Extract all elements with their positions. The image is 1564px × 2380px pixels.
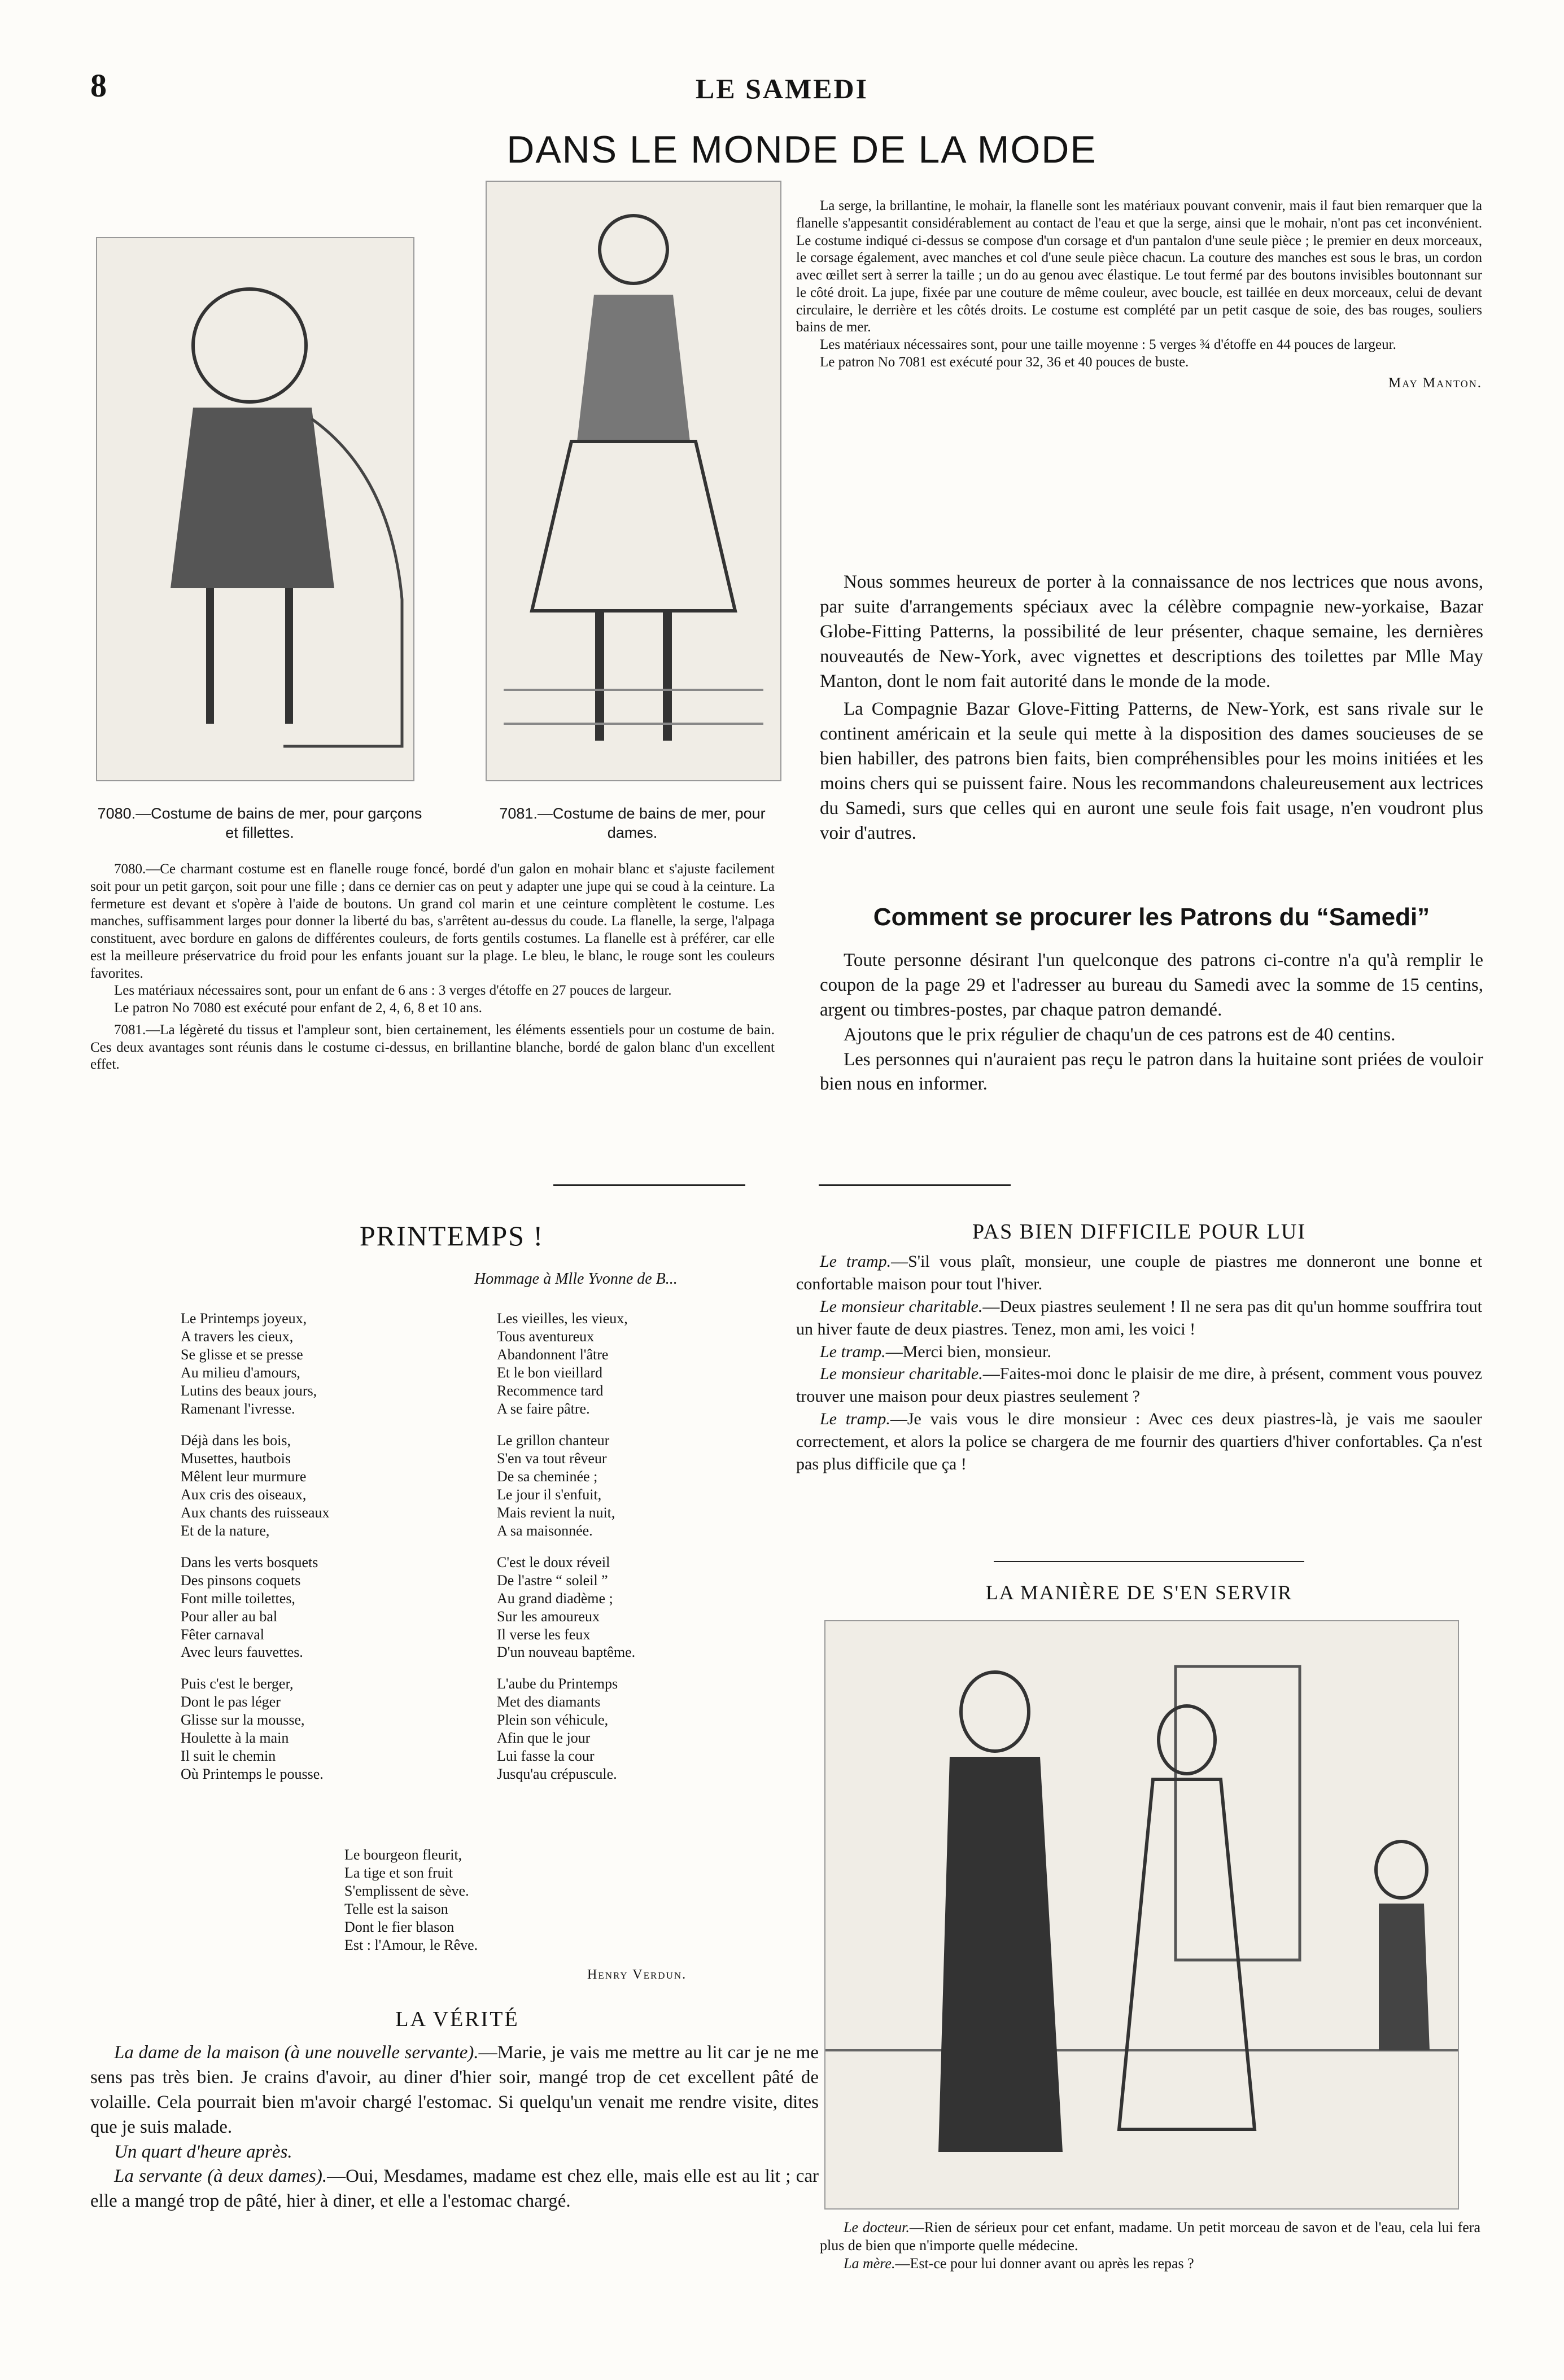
pasbien-block (796, 1250, 1482, 1476)
woman-figure-sketch (487, 182, 780, 780)
pasbien-speaker-1: Le tramp. (820, 1252, 892, 1271)
pasbien-line-4: —Faites-moi donc le plaisir de me dire, à présent, comment vous pouvez trouver une maison pour deux piastres seulement ? (796, 1364, 1482, 1406)
poem-stanza: Les vieilles, les vieux, Tous aventureux Abandonnent l'âtre Et le bon vieillard Recommence tard A se faire pâtre. (497, 1310, 628, 1417)
pasbien-line-2: —Deux piastres seulement ! Il ne sera pas dit qu'un homme souffrira tout un hiver faute de deux piastres. Tenez, mon ami, les voici ! (796, 1297, 1483, 1338)
poem-author: Henry Verdun. (587, 1967, 687, 1982)
caption-7080: 7080.—Costume de bains de mer, pour garçons et fillettes. (97, 805, 422, 841)
maniere-caption (820, 2219, 1480, 2273)
announcement-block (820, 570, 1483, 846)
doctor-mother-child-illustration (824, 1620, 1459, 2210)
pasbien-speaker-3: Le tramp. (820, 1342, 886, 1361)
maniere-speaker-1: Le docteur. (844, 2219, 910, 2235)
section-title: DANS LE MONDE DE LA MODE (506, 128, 1097, 171)
maniere-line-2: —Est-ce pour lui donner avant ou après les repas ? (895, 2255, 1194, 2272)
doctor-scene-sketch (825, 1621, 1458, 2208)
maniere-line-1: —Rien de sérieux pour cet enfant, madame. Un petit morceau de savon et de l'eau, cela lui fera plus de bien que n'importe quelle médecine. (820, 2219, 1480, 2254)
announcement-p1: Nous sommes heureux de porter à la connaissance de nos lectrices que nous avons, par suite d'arrangements spéciaux avec la célèbre compagnie new-yorkaise, Bazar Globe-Fitting Patterns, la possibilité de leur présenter, chaque semaine, les dernières nouveautés de New-York, avec vignettes et descriptions des toilettes par Mlle May Manton, dont le nom fait autorité dans le monde de la mode. (820, 572, 1483, 692)
poem-stanza: L'aube du Printemps Met des diamants Plein son véhicule, Afin que le jour Lui fasse la cour Jusqu'au crépuscule. (497, 1675, 618, 1783)
newspaper-name: LE SAMEDI (695, 73, 869, 104)
poem-stanza: Déjà dans les bois, Musettes, hautbois Mêlent leur murmure Aux cris des oiseaux, Aux chants des ruisseaux Et de la nature, (181, 1432, 330, 1539)
materials-7081: Les matériaux nécessaires sont, pour une taille moyenne : 5 verges ¾ d'étoffe en 44 pouces de largeur. (820, 337, 1396, 352)
poem-stanza: C'est le doux réveil De l'astre “ soleil ” Au grand diadème ; Sur les amoureux Il verse les feux D'un nouveau baptême. (497, 1554, 636, 1661)
pasbien-line-1: —S'il vous plaît, monsieur, une couple de piastres me donneront une bonne et confortable maison pour tout l'hiver. (796, 1252, 1482, 1293)
woman-bathing-costume-illustration (486, 181, 781, 781)
verite-text-2: —Oui, Mesdames, madame est chez elle, mais elle est au lit ; car elle a mangé trop de pâté, hier à diner, et elle a l'estomac chargé. (90, 2166, 819, 2212)
poem-stanza: Puis c'est le berger, Dont le pas léger Glisse sur la mousse, Houlette à la main Il suit le chemin Où Printemps le pousse. (181, 1675, 324, 1783)
separator-maniere (994, 1561, 1304, 1562)
verite-block (90, 2041, 819, 2214)
verite-title: LA VÉRITÉ (395, 2007, 519, 2031)
description-7081-cont: La serge, la brillantine, le mohair, la flanelle sont les matériaux pouvant convenir, mais il faut bien remarquer que la flanelle s'appesantit considérablement au contact de l'eau et que la serge, ainsi que le mohair, n'ont pas cet inconvénient. Le costume indiqué ci-dessus se compose d'un corsage et d'un pantalon d'une seule pièce ; le premier en deux morceaux, le corsage également, avec manches et col d'une seule pièce chacun. La couture des manches est sous le bras, un cordon avec œillet sert à serrer la taille ; un do au genou avec élastique. Le tout fermé par des boutons invisibles boutonnant sur le côté droit. La jupe, fixée par une couture de même couleur, avec boucle, est taillée en deux morceaux, celui de devant circulaire, le derrière et les côtés droits. Le costume est complété par un petit casque de soie, des bas rouges, souliers bains de mer. (796, 198, 1482, 335)
pasbien-line-5: —Je vais vous le dire monsieur : Avec ces deux piastres-là, je vais me saouler correctement, et alors la police se chargera de me fournir des quartiers d'hiver confortables. Ça n'est pas plus difficile que ça ! (796, 1410, 1482, 1474)
maniere-title: LA MANIÈRE DE S'EN SERVIR (985, 1581, 1293, 1604)
verite-time: Un quart d'heure après. (114, 2141, 292, 2162)
verite-text-1: —Marie, je vais me mettre au lit car je ne me sens pas très bien. Je crains d'avoir, au diner d'hier soir, mangé trop de cet excellent pâté de volaille. Cela pourrait bien m'avoir chargé l'estomac. Si quelqu'un venait me rendre visite, dites que je suis malade. (90, 2042, 819, 2137)
separator-right (819, 1184, 1011, 1186)
poem-title: PRINTEMPS ! (359, 1220, 544, 1252)
poem-dedication: Hommage à Mlle Yvonne de B... (474, 1270, 678, 1288)
pasbien-speaker-5: Le tramp. (820, 1410, 890, 1429)
announcement-p2: La Compagnie Bazar Glove-Fitting Patterns, de New-York, est sans rivale sur le continent américain et la seule qui mette à la disposition des dames soucieuses de se bien habiller, des patrons bien faits, bien compréhensibles pour les moins initiées et les moins chers qui se puissent faire. Nous les recommandons chaleureusement aux lectrices du Samedi, surs que celles qui en auront une seule fois fait usage, n'en voudront plus voir d'autres. (820, 699, 1483, 843)
poem-stanza: Le Printemps joyeux, A travers les cieux, Se glisse et se presse Au milieu d'amours, Lutins des beaux jours, Ramenant l'ivresse. (181, 1310, 317, 1417)
verite-speaker-2: La servante (à deux dames). (114, 2166, 327, 2187)
patrons-p2: Ajoutons que le prix régulier de chaqu'un de ces patrons est de 40 centins. (844, 1024, 1396, 1045)
patrons-p3: Les personnes qui n'auraient pas reçu le patron dans la huitaine sont priées de vouloir bien nous en informer. (820, 1049, 1483, 1095)
pasbien-line-3: —Merci bien, monsieur. (885, 1342, 1051, 1361)
child-figure-sketch (97, 238, 413, 780)
caption-7081: 7081.—Costume de bains de mer, pour dames. (499, 805, 766, 841)
patron-7081: Le patron No 7081 est exécuté pour 32, 36 et 40 pouces de buste. (820, 354, 1189, 370)
page-number: 8 (90, 67, 107, 104)
maniere-speaker-2: La mère. (844, 2255, 895, 2272)
poem-stanza: Dans les verts bosquets Des pinsons coquets Font mille toilettes, Pour aller au bal Fêter carnaval Avec leurs fauvettes. (181, 1554, 318, 1661)
description-7080: 7080.—Ce charmant costume est en flanelle rouge foncé, bordé d'un galon en mohair blanc et s'ajuste facilement soit pour un petit garçon, soit pour une fille ; dans ce dernier cas on peut y adapter une jupe qui se coud à la ceinture. La fermeture est devant et s'opère à l'aide de boutons. Un grand col marin et une ceinture complètent le costume. Les manches, suffisamment larges pour donner la liberté du bas, s'arrêtent au-dessus du coude. La flanelle, la serge, l'alpaga constituent, avec bordure en galons de différentes couleurs, de forts gentils costumes. La flanelle est à préférer, car elle est la meilleure préservatrice du froid pour les enfants jouant sur la plage. Le bleu, le blanc, le rouge sont les couleurs favorites. (90, 861, 775, 981)
patrons-block (820, 948, 1483, 1097)
separator-left (553, 1184, 745, 1186)
signature-may-manton: May Manton. (1388, 375, 1482, 391)
child-bathing-costume-illustration (96, 237, 414, 781)
poem-left-column (181, 1310, 440, 1797)
pasbien-title: PAS BIEN DIFFICILE POUR LUI (972, 1220, 1306, 1244)
pasbien-speaker-2: Le monsieur charitable. (820, 1297, 983, 1316)
pasbien-speaker-4: Le monsieur charitable. (820, 1364, 983, 1384)
patrons-p1: Toute personne désirant l'un quelconque des patrons ci-contre n'a qu'à remplir le coupon de la page 29 et l'adresser au bureau du Samedi avec la somme de 15 centins, argent ou timbres-postes, par chaque patron demandé. (820, 950, 1483, 1020)
materials-7080: Les matériaux nécessaires sont, pour un enfant de 6 ans : 3 verges d'étoffe en 27 pouces de largeur. (114, 983, 672, 999)
patron-7080: Le patron No 7080 est exécuté pour enfant de 2, 4, 6, 8 et 10 ans. (114, 1000, 482, 1016)
poem-final-stanza: Le bourgeon fleurit, La tige et son fruit S'emplissent de sève. Telle est la saison Dont le fier blason Est : l'Amour, le Rêve. (344, 1847, 478, 1953)
poem-stanza: Le grillon chanteur S'en va tout rêveur De sa cheminée ; Le jour il s'enfuit, Mais revient la nuit, A sa maisonnée. (497, 1432, 615, 1539)
poem-right-column (497, 1310, 757, 1797)
verite-speaker-1: La dame de la maison (à une nouvelle servante). (114, 2042, 479, 2063)
description-7081-start: 7081.—La légèreté du tissus et l'ampleur sont, bien certainement, les éléments essentiels pour un costume de bain. Ces deux avantages sont réunis dans le costume ci-dessus, en brillantine blanche, bordé de galon blanc d'un excellent effet. (90, 1022, 775, 1073)
patrons-title: Comment se procurer les Patrons du “Samedi” (873, 903, 1430, 931)
description-7080-block (90, 861, 775, 1074)
description-7081-block (796, 198, 1482, 392)
